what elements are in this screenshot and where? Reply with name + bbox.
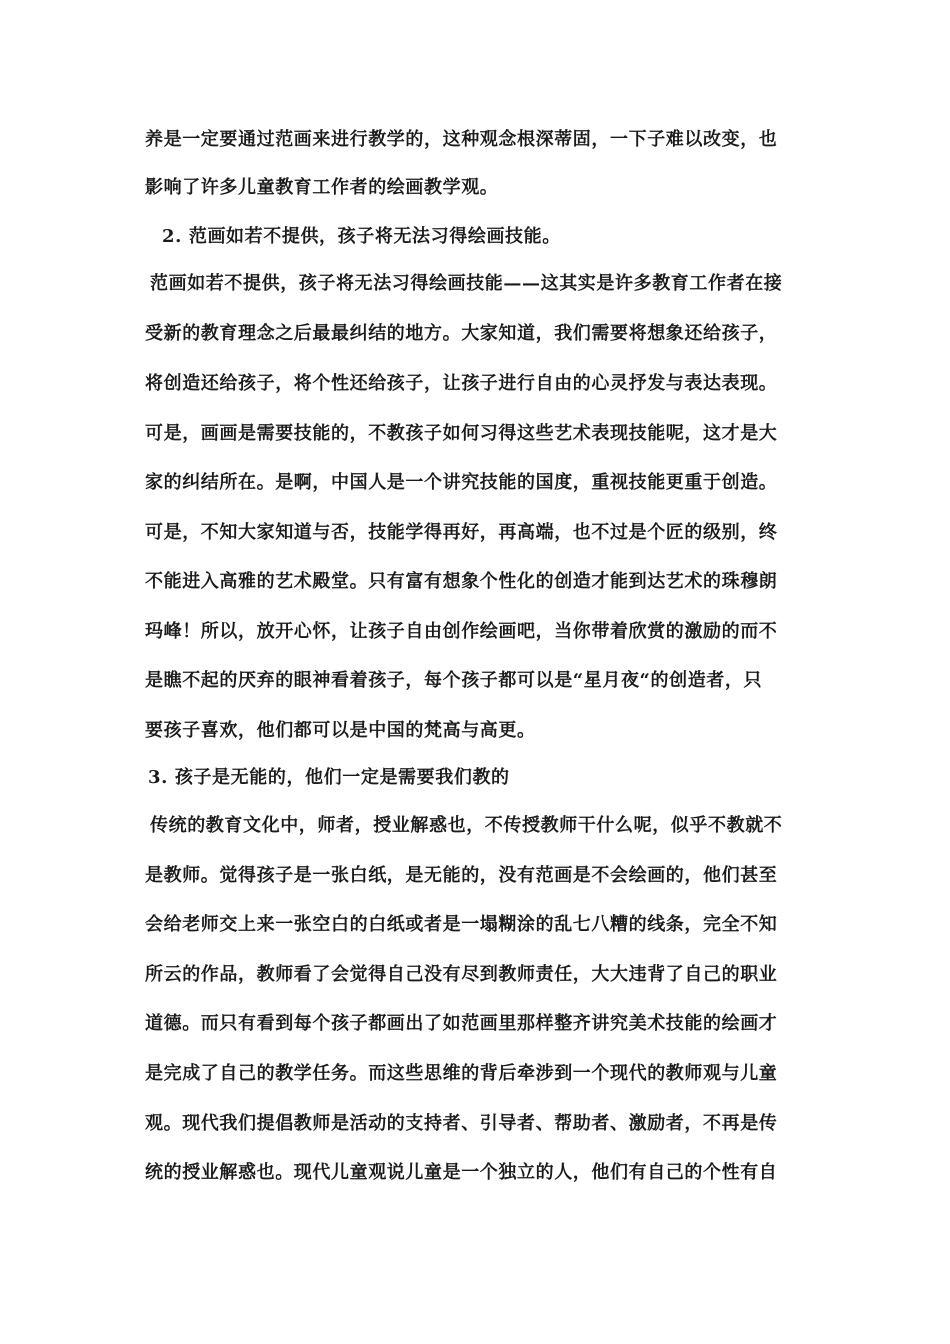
paragraph-line: 所云的作品，教师看了会觉得自己没有尽到教师责任，大大违背了自己的职业 (145, 964, 778, 985)
paragraph-line: 将创造还给孩子，将个性还给孩子，让孩子进行自由的心灵抒发与表达表现。 (145, 373, 778, 394)
paragraph-line: 是瞧不起的厌弃的眼神看着孩子，每个孩子都可以是“星月夜“的创造者，只 (145, 670, 763, 691)
section-heading: 2. 范画如若不提供，孩子将无法习得绘画技能。 (162, 226, 561, 247)
paragraph-line: 家的纠结所在。是啊，中国人是一个讲究技能的国度，重视技能更重于创造。 (145, 472, 778, 493)
paragraph-line: 受新的教育理念之后最最纠结的地方。大家知道，我们需要将想象还给孩子， (145, 323, 778, 344)
paragraph-line: 是完成了自己的教学任务。而这些思维的背后牵涉到一个现代的教师观与儿童 (145, 1063, 778, 1084)
section-heading: 3. 孩子是无能的，他们一定是需要我们教的 (148, 767, 510, 788)
paragraph-line: 传统的教育文化中，师者，授业解惑也，不传授教师干什么呢，似乎不教就不 (150, 815, 783, 836)
paragraph-line: 养是一定要通过范画来进行教学的，这种观念根深蒂固，一下子难以改变，也 (145, 129, 778, 150)
paragraph-line: 可是，画画是需要技能的，不教孩子如何习得这些艺术表现技能呢，这才是大 (145, 423, 778, 444)
paragraph-line: 观。现代我们提倡教师是活动的支持者、引导者、帮助者、激励者，不再是传 (145, 1113, 778, 1134)
paragraph-line: 道德。而只有看到每个孩子都画出了如范画里那样整齐讲究美术技能的绘画才 (145, 1013, 778, 1034)
paragraph-line: 影响了许多儿童教育工作者的绘画教学观。 (145, 177, 499, 198)
paragraph-line: 统的授业解惑也。现代儿童观说儿童是一个独立的人，他们有自己的个性有自 (145, 1162, 778, 1183)
paragraph-line: 是教师。觉得孩子是一张白纸，是无能的，没有范画是不会绘画的，他们甚至 (145, 865, 778, 886)
paragraph-line: 玛峰！所以，放开心怀，让孩子自由创作绘画吧，当你带着欣赏的激励的而不 (145, 621, 778, 642)
paragraph-line: 不能进入高雅的艺术殿堂。只有富有想象个性化的创造才能到达艺术的珠穆朗 (145, 571, 778, 592)
paragraph-line: 要孩子喜欢，他们都可以是中国的梵高与高更。 (145, 720, 536, 741)
paragraph-line: 可是，不知大家知道与否，技能学得再好，再高端，也不过是个匠的级别，终 (145, 522, 778, 543)
paragraph-line: 范画如若不提供，孩子将无法习得绘画技能——这其实是许多教育工作者在接 (150, 273, 783, 294)
paragraph-line: 会给老师交上来一张空白的白纸或者是一塌糊涂的乱七八糟的线条，完全不知 (145, 914, 778, 935)
